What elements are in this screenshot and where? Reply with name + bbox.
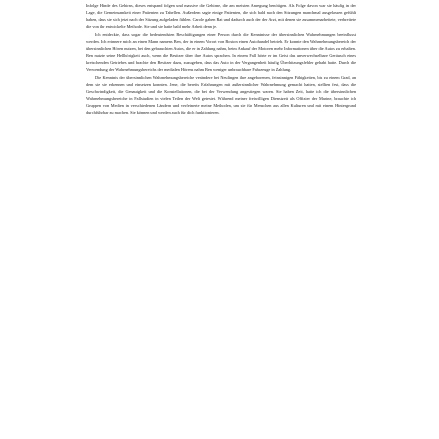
paragraph-1: Infolge Hinde des Gehirns, dieses entspand folgen und massive die Gehirne, die am meisten Anregung benötigen. Als Folge davon war sie häufig in der Lage, die Gemeinsamkeit einer Patienten zu Tabellen. Außerdem sagte einige Patienten, die sich bald nach den Sitzungen manchmal ausgelassen gefühlt haben, dass sie sich jetzt nach der Sitzung aufgeladen fühlen. Carole gaben Rat und dadurch auch der der Arzt, mit denen sie zusammenarbeitete, verbreitete die von ihr entwickelte Methode. Sie und sie hatte bald mehr Arbeit denn je. (86, 3, 356, 30)
paragraph-2: Ich entdeckte, dass sogar die bedeutendsten Beschäftigungen einer Person durch die Kenntnisse der übersinnlichen Wahrnehmungen beeinflusst werden. Ich erinnere mich an einen Mann namens Ben, der in einem Vorort von Boston einen Autohandel betrieb. Er konnte den Wahrnehmungsbereich der übersinnlichen Hören nutzen, bei den gebrauchten Autos, die er in Zahlung nahm, beim Ankauf der Motoren mehr Informationen über die Autos zu erhalten. Ben nutzte seine Hellhörigkeit auch, wenn die Besitzer über ihre Autos sprachen. In einem Fall hörte er im Geist das unverwechselbare Geräusch eines kreischenden Getriebes und brachte den Besitzer dazu, zuzugeben, dass das Auto in der Vergangenheit häufig Überhitzungsfehler gehabt hatte. Durch die Verwendung der Wahrnehmungsbereichs der medialen Hörens nahm Ben weniger unbrauchbare Fahrzeuge in Zahlung. (86, 31, 356, 73)
paragraph-3: Die Kenntnis der übersinnlichen Wahrnehmungsbereiche verändere bei Neulingen ihre angeborenen, feinsinnigen Fähigkeiten, bis zu einem Grad, an dem sie sie erkennen und einsetzen konnten. Jene, die bereits Erfahrungen mit außersinnlicher Wahrnehmung gemacht hatten, stellten fest, dass die Geschwindigkeit, die Genauigkeit und die Konstellationen, die bei der Verwendung angestiegen waren. Sie haben Zeit, hatte ich die übersinnlichen Wahrnehmungsbereiche in Fallstudien in vielen Teilen der Welt getestet. Während meiner freiwilligen Dienstzeit als Offizier der Marine, brauchte ich Gruppen von Medien in verschiedenen Ländern und verfeinerte meine Methoden, um sie für Menschen aus allen Kulturen und mit einem Hintergrund durchführbar zu machen. Sie können und werden auch für dich funktionieren. (86, 74, 356, 116)
document-page (86, 2, 356, 436)
body-text (86, 2, 356, 117)
